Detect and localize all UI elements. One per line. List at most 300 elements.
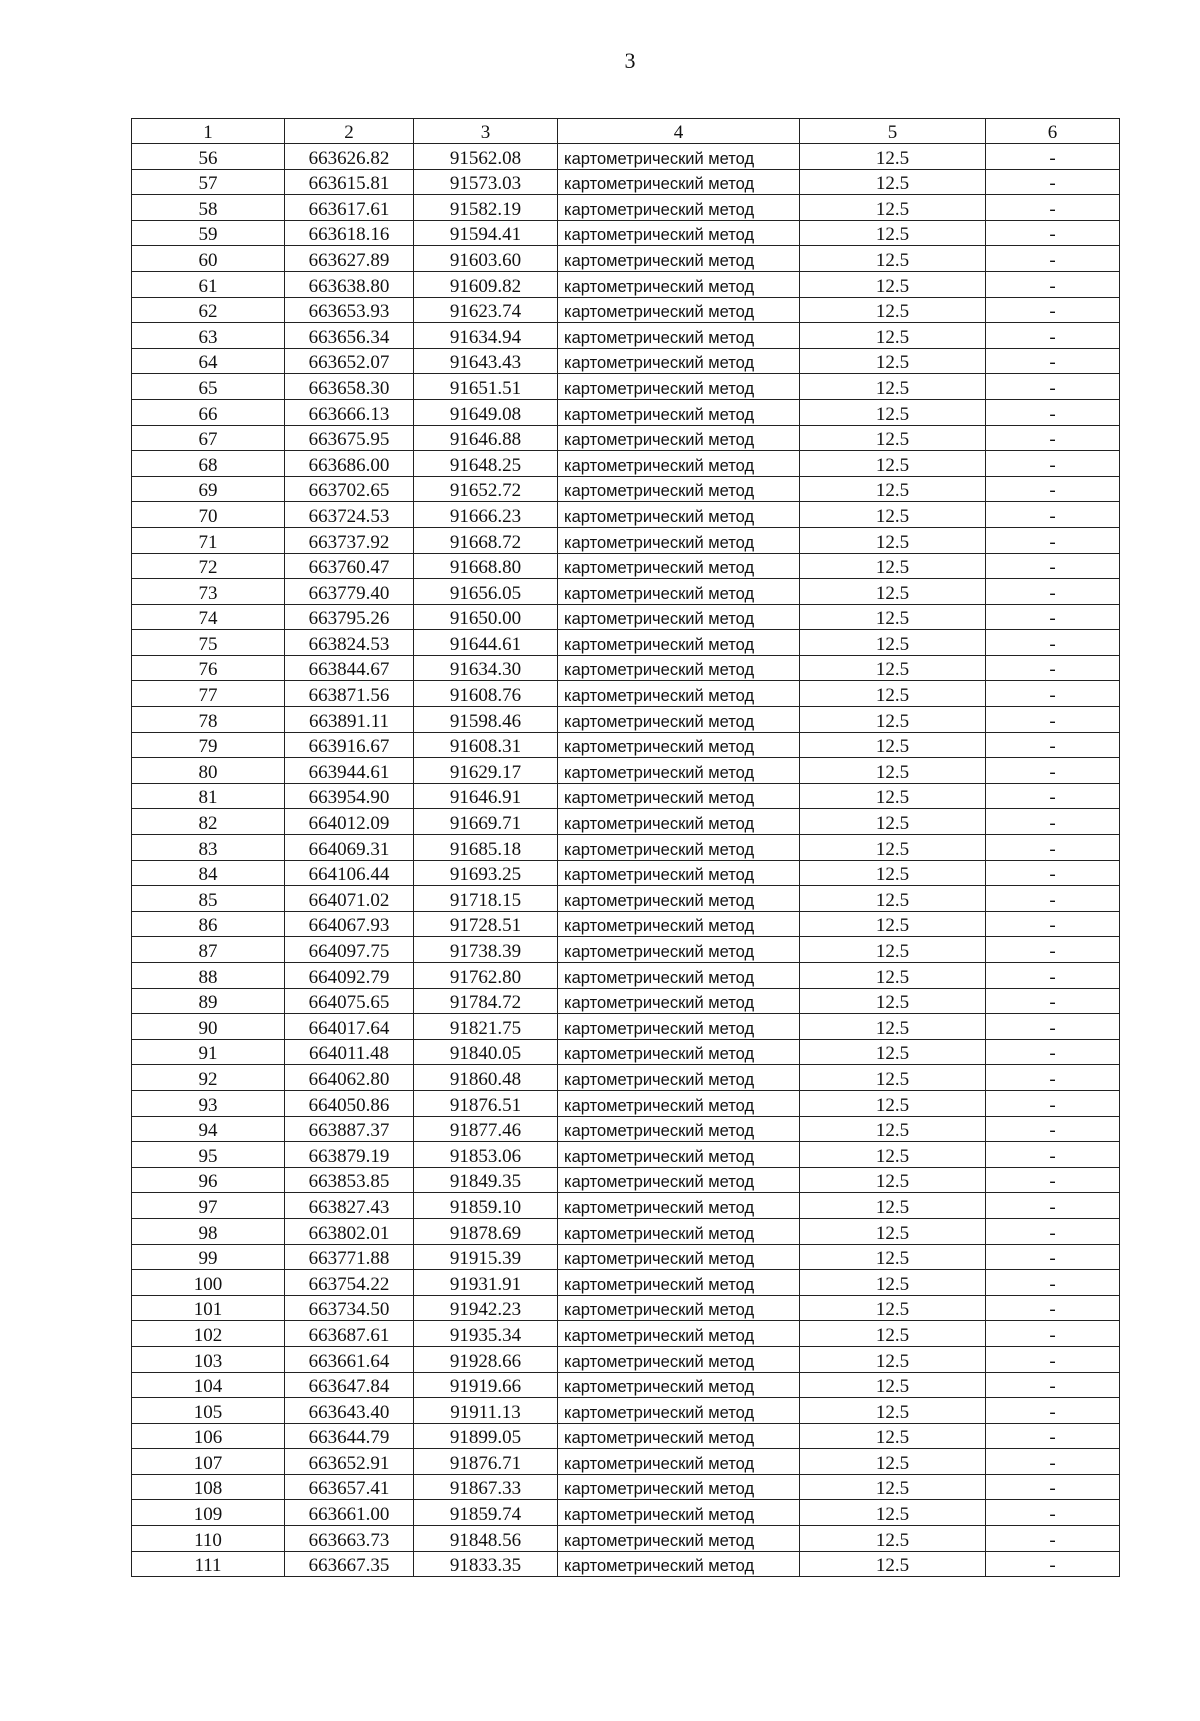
table-row (132, 937, 1120, 963)
precision-cell: 12.5 (800, 604, 986, 630)
y-coordinate-cell: 91656.05 (414, 579, 558, 605)
precision-cell: 12.5 (800, 1398, 986, 1424)
x-coordinate-cell: 664050.86 (285, 1090, 414, 1116)
method-cell: картометрический метод (558, 1167, 800, 1193)
note-cell: - (986, 1526, 1120, 1552)
point-number-cell: 69 (132, 476, 285, 502)
method-cell: картометрический метод (558, 348, 800, 374)
point-number-cell: 71 (132, 527, 285, 553)
point-number-cell: 88 (132, 963, 285, 989)
x-coordinate-cell: 664075.65 (285, 988, 414, 1014)
table-header-row (132, 119, 1120, 144)
y-coordinate-cell: 91594.41 (414, 220, 558, 246)
x-coordinate-cell: 664071.02 (285, 886, 414, 912)
y-coordinate-cell: 91738.39 (414, 937, 558, 963)
table-row (132, 1500, 1120, 1526)
note-cell: - (986, 246, 1120, 272)
note-cell: - (986, 860, 1120, 886)
note-cell: - (986, 1116, 1120, 1142)
x-coordinate-cell: 663656.34 (285, 323, 414, 349)
method-cell: картометрический метод (558, 783, 800, 809)
method-cell: картометрический метод (558, 271, 800, 297)
precision-cell: 12.5 (800, 655, 986, 681)
point-number-cell: 79 (132, 732, 285, 758)
point-number-cell: 58 (132, 195, 285, 221)
precision-cell: 12.5 (800, 732, 986, 758)
note-cell: - (986, 630, 1120, 656)
note-cell: - (986, 758, 1120, 784)
note-cell: - (986, 399, 1120, 425)
table-row (132, 1270, 1120, 1296)
table-row (132, 604, 1120, 630)
point-number-cell: 94 (132, 1116, 285, 1142)
method-cell: картометрический метод (558, 911, 800, 937)
note-cell: - (986, 169, 1120, 195)
x-coordinate-cell: 663795.26 (285, 604, 414, 630)
table-row (132, 579, 1120, 605)
precision-cell: 12.5 (800, 809, 986, 835)
y-coordinate-cell: 91648.25 (414, 451, 558, 477)
x-coordinate-cell: 663760.47 (285, 553, 414, 579)
table-row (132, 1449, 1120, 1475)
x-coordinate-cell: 664067.93 (285, 911, 414, 937)
method-cell: картометрический метод (558, 988, 800, 1014)
method-cell: картометрический метод (558, 835, 800, 861)
note-cell: - (986, 1218, 1120, 1244)
precision-cell: 12.5 (800, 1039, 986, 1065)
note-cell: - (986, 425, 1120, 451)
note-cell: - (986, 963, 1120, 989)
table-row (132, 1526, 1120, 1552)
note-cell: - (986, 1039, 1120, 1065)
precision-cell: 12.5 (800, 1449, 986, 1475)
point-number-cell: 98 (132, 1218, 285, 1244)
note-cell: - (986, 1142, 1120, 1168)
table-row (132, 220, 1120, 246)
method-cell: картометрический метод (558, 476, 800, 502)
precision-cell: 12.5 (800, 886, 986, 912)
table-row (132, 732, 1120, 758)
precision-cell: 12.5 (800, 220, 986, 246)
method-cell: картометрический метод (558, 860, 800, 886)
table-row (132, 1116, 1120, 1142)
precision-cell: 12.5 (800, 1116, 986, 1142)
precision-cell: 12.5 (800, 297, 986, 323)
table-row (132, 297, 1120, 323)
point-number-cell: 82 (132, 809, 285, 835)
y-coordinate-cell: 91669.71 (414, 809, 558, 835)
x-coordinate-cell: 663944.61 (285, 758, 414, 784)
note-cell: - (986, 1500, 1120, 1526)
method-cell: картометрический метод (558, 1398, 800, 1424)
point-number-cell: 61 (132, 271, 285, 297)
x-coordinate-cell: 663827.43 (285, 1193, 414, 1219)
header-cell: 5 (800, 119, 986, 144)
method-cell: картометрический метод (558, 1244, 800, 1270)
header-cell: 1 (132, 119, 285, 144)
header-cell: 6 (986, 119, 1120, 144)
y-coordinate-cell: 91644.61 (414, 630, 558, 656)
precision-cell: 12.5 (800, 169, 986, 195)
y-coordinate-cell: 91859.10 (414, 1193, 558, 1219)
method-cell: картометрический метод (558, 732, 800, 758)
point-number-cell: 108 (132, 1474, 285, 1500)
point-number-cell: 70 (132, 502, 285, 528)
y-coordinate-cell: 91646.91 (414, 783, 558, 809)
point-number-cell: 97 (132, 1193, 285, 1219)
table-row (132, 195, 1120, 221)
y-coordinate-cell: 91634.30 (414, 655, 558, 681)
x-coordinate-cell: 663615.81 (285, 169, 414, 195)
note-cell: - (986, 195, 1120, 221)
table-row (132, 655, 1120, 681)
table-row (132, 502, 1120, 528)
note-cell: - (986, 1065, 1120, 1091)
y-coordinate-cell: 91877.46 (414, 1116, 558, 1142)
method-cell: картометрический метод (558, 374, 800, 400)
method-cell: картометрический метод (558, 1116, 800, 1142)
table-row (132, 988, 1120, 1014)
precision-cell: 12.5 (800, 963, 986, 989)
table-row (132, 809, 1120, 835)
y-coordinate-cell: 91623.74 (414, 297, 558, 323)
point-number-cell: 110 (132, 1526, 285, 1552)
header-cell: 3 (414, 119, 558, 144)
method-cell: картометрический метод (558, 1372, 800, 1398)
note-cell: - (986, 579, 1120, 605)
precision-cell: 12.5 (800, 527, 986, 553)
method-cell: картометрический метод (558, 1014, 800, 1040)
point-number-cell: 63 (132, 323, 285, 349)
table-row (132, 527, 1120, 553)
y-coordinate-cell: 91784.72 (414, 988, 558, 1014)
table-row (132, 911, 1120, 937)
method-cell: картометрический метод (558, 1500, 800, 1526)
y-coordinate-cell: 91899.05 (414, 1423, 558, 1449)
point-number-cell: 92 (132, 1065, 285, 1091)
table-row (132, 783, 1120, 809)
precision-cell: 12.5 (800, 835, 986, 861)
table-row (132, 1218, 1120, 1244)
precision-cell: 12.5 (800, 144, 986, 170)
x-coordinate-cell: 663658.30 (285, 374, 414, 400)
y-coordinate-cell: 91573.03 (414, 169, 558, 195)
method-cell: картометрический метод (558, 399, 800, 425)
table-row (132, 1039, 1120, 1065)
point-number-cell: 105 (132, 1398, 285, 1424)
x-coordinate-cell: 663734.50 (285, 1295, 414, 1321)
note-cell: - (986, 1449, 1120, 1475)
x-coordinate-cell: 663754.22 (285, 1270, 414, 1296)
table-row (132, 963, 1120, 989)
y-coordinate-cell: 91867.33 (414, 1474, 558, 1500)
precision-cell: 12.5 (800, 681, 986, 707)
note-cell: - (986, 809, 1120, 835)
x-coordinate-cell: 663686.00 (285, 451, 414, 477)
precision-cell: 12.5 (800, 348, 986, 374)
point-number-cell: 93 (132, 1090, 285, 1116)
precision-cell: 12.5 (800, 1551, 986, 1577)
precision-cell: 12.5 (800, 476, 986, 502)
y-coordinate-cell: 91718.15 (414, 886, 558, 912)
y-coordinate-cell: 91848.56 (414, 1526, 558, 1552)
note-cell: - (986, 937, 1120, 963)
precision-cell: 12.5 (800, 451, 986, 477)
note-cell: - (986, 1167, 1120, 1193)
point-number-cell: 83 (132, 835, 285, 861)
note-cell: - (986, 1244, 1120, 1270)
point-number-cell: 99 (132, 1244, 285, 1270)
table-row (132, 1398, 1120, 1424)
x-coordinate-cell: 663644.79 (285, 1423, 414, 1449)
y-coordinate-cell: 91728.51 (414, 911, 558, 937)
y-coordinate-cell: 91685.18 (414, 835, 558, 861)
table-row (132, 1372, 1120, 1398)
table-row (132, 425, 1120, 451)
y-coordinate-cell: 91643.43 (414, 348, 558, 374)
table-row (132, 271, 1120, 297)
precision-cell: 12.5 (800, 1193, 986, 1219)
method-cell: картометрический метод (558, 1346, 800, 1372)
point-number-cell: 101 (132, 1295, 285, 1321)
note-cell: - (986, 1090, 1120, 1116)
y-coordinate-cell: 91762.80 (414, 963, 558, 989)
x-coordinate-cell: 663824.53 (285, 630, 414, 656)
point-number-cell: 95 (132, 1142, 285, 1168)
precision-cell: 12.5 (800, 1244, 986, 1270)
x-coordinate-cell: 663853.85 (285, 1167, 414, 1193)
point-number-cell: 59 (132, 220, 285, 246)
point-number-cell: 91 (132, 1039, 285, 1065)
note-cell: - (986, 911, 1120, 937)
point-number-cell: 85 (132, 886, 285, 912)
x-coordinate-cell: 663779.40 (285, 579, 414, 605)
method-cell: картометрический метод (558, 1039, 800, 1065)
method-cell: картометрический метод (558, 1193, 800, 1219)
precision-cell: 12.5 (800, 1295, 986, 1321)
y-coordinate-cell: 91876.51 (414, 1090, 558, 1116)
x-coordinate-cell: 663737.92 (285, 527, 414, 553)
precision-cell: 12.5 (800, 988, 986, 1014)
table-row (132, 1474, 1120, 1500)
y-coordinate-cell: 91629.17 (414, 758, 558, 784)
note-cell: - (986, 655, 1120, 681)
note-cell: - (986, 502, 1120, 528)
note-cell: - (986, 1474, 1120, 1500)
x-coordinate-cell: 663617.61 (285, 195, 414, 221)
point-number-cell: 60 (132, 246, 285, 272)
table-row (132, 1090, 1120, 1116)
x-coordinate-cell: 663675.95 (285, 425, 414, 451)
point-number-cell: 109 (132, 1500, 285, 1526)
y-coordinate-cell: 91833.35 (414, 1551, 558, 1577)
method-cell: картометрический метод (558, 1270, 800, 1296)
note-cell: - (986, 681, 1120, 707)
point-number-cell: 73 (132, 579, 285, 605)
y-coordinate-cell: 91693.25 (414, 860, 558, 886)
x-coordinate-cell: 663844.67 (285, 655, 414, 681)
method-cell: картометрический метод (558, 655, 800, 681)
precision-cell: 12.5 (800, 1474, 986, 1500)
point-number-cell: 87 (132, 937, 285, 963)
point-number-cell: 103 (132, 1346, 285, 1372)
method-cell: картометрический метод (558, 1526, 800, 1552)
note-cell: - (986, 783, 1120, 809)
point-number-cell: 57 (132, 169, 285, 195)
y-coordinate-cell: 91840.05 (414, 1039, 558, 1065)
table-row (132, 1551, 1120, 1577)
x-coordinate-cell: 664011.48 (285, 1039, 414, 1065)
precision-cell: 12.5 (800, 1142, 986, 1168)
method-cell: картометрический метод (558, 630, 800, 656)
method-cell: картометрический метод (558, 758, 800, 784)
x-coordinate-cell: 663916.67 (285, 732, 414, 758)
y-coordinate-cell: 91649.08 (414, 399, 558, 425)
method-cell: картометрический метод (558, 1474, 800, 1500)
table-row (132, 553, 1120, 579)
y-coordinate-cell: 91931.91 (414, 1270, 558, 1296)
precision-cell: 12.5 (800, 1321, 986, 1347)
note-cell: - (986, 297, 1120, 323)
x-coordinate-cell: 663702.65 (285, 476, 414, 502)
x-coordinate-cell: 663771.88 (285, 1244, 414, 1270)
x-coordinate-cell: 663687.61 (285, 1321, 414, 1347)
x-coordinate-cell: 664092.79 (285, 963, 414, 989)
table-row (132, 1167, 1120, 1193)
point-number-cell: 66 (132, 399, 285, 425)
note-cell: - (986, 1346, 1120, 1372)
y-coordinate-cell: 91609.82 (414, 271, 558, 297)
method-cell: картометрический метод (558, 1551, 800, 1577)
note-cell: - (986, 1551, 1120, 1577)
precision-cell: 12.5 (800, 1270, 986, 1296)
coordinates-table (131, 118, 1120, 1577)
y-coordinate-cell: 91821.75 (414, 1014, 558, 1040)
y-coordinate-cell: 91651.51 (414, 374, 558, 400)
x-coordinate-cell: 663879.19 (285, 1142, 414, 1168)
note-cell: - (986, 374, 1120, 400)
point-number-cell: 106 (132, 1423, 285, 1449)
table-row (132, 144, 1120, 170)
x-coordinate-cell: 663618.16 (285, 220, 414, 246)
x-coordinate-cell: 664069.31 (285, 835, 414, 861)
y-coordinate-cell: 91915.39 (414, 1244, 558, 1270)
method-cell: картометрический метод (558, 1449, 800, 1475)
y-coordinate-cell: 91668.80 (414, 553, 558, 579)
point-number-cell: 111 (132, 1551, 285, 1577)
method-cell: картометрический метод (558, 425, 800, 451)
precision-cell: 12.5 (800, 707, 986, 733)
precision-cell: 12.5 (800, 1065, 986, 1091)
x-coordinate-cell: 663653.93 (285, 297, 414, 323)
y-coordinate-cell: 91935.34 (414, 1321, 558, 1347)
y-coordinate-cell: 91911.13 (414, 1398, 558, 1424)
table-row (132, 886, 1120, 912)
method-cell: картометрический метод (558, 1090, 800, 1116)
method-cell: картометрический метод (558, 1321, 800, 1347)
note-cell: - (986, 451, 1120, 477)
table-row (132, 348, 1120, 374)
precision-cell: 12.5 (800, 1526, 986, 1552)
x-coordinate-cell: 663954.90 (285, 783, 414, 809)
table-row (132, 1142, 1120, 1168)
y-coordinate-cell: 91876.71 (414, 1449, 558, 1475)
note-cell: - (986, 732, 1120, 758)
table-row (132, 707, 1120, 733)
x-coordinate-cell: 664097.75 (285, 937, 414, 963)
precision-cell: 12.5 (800, 1423, 986, 1449)
method-cell: картометрический метод (558, 1065, 800, 1091)
table-row (132, 681, 1120, 707)
note-cell: - (986, 1014, 1120, 1040)
precision-cell: 12.5 (800, 911, 986, 937)
precision-cell: 12.5 (800, 1500, 986, 1526)
note-cell: - (986, 835, 1120, 861)
x-coordinate-cell: 663626.82 (285, 144, 414, 170)
table-row (132, 374, 1120, 400)
note-cell: - (986, 988, 1120, 1014)
precision-cell: 12.5 (800, 323, 986, 349)
table-row (132, 835, 1120, 861)
point-number-cell: 75 (132, 630, 285, 656)
note-cell: - (986, 323, 1120, 349)
method-cell: картометрический метод (558, 169, 800, 195)
y-coordinate-cell: 91668.72 (414, 527, 558, 553)
precision-cell: 12.5 (800, 425, 986, 451)
method-cell: картометрический метод (558, 579, 800, 605)
method-cell: картометрический метод (558, 886, 800, 912)
note-cell: - (986, 1270, 1120, 1296)
method-cell: картометрический метод (558, 527, 800, 553)
method-cell: картометрический метод (558, 681, 800, 707)
table-row (132, 246, 1120, 272)
note-cell: - (986, 1193, 1120, 1219)
point-number-cell: 107 (132, 1449, 285, 1475)
note-cell: - (986, 476, 1120, 502)
precision-cell: 12.5 (800, 937, 986, 963)
x-coordinate-cell: 663647.84 (285, 1372, 414, 1398)
precision-cell: 12.5 (800, 1090, 986, 1116)
y-coordinate-cell: 91859.74 (414, 1500, 558, 1526)
method-cell: картометрический метод (558, 297, 800, 323)
x-coordinate-cell: 663657.41 (285, 1474, 414, 1500)
point-number-cell: 65 (132, 374, 285, 400)
precision-cell: 12.5 (800, 630, 986, 656)
method-cell: картометрический метод (558, 707, 800, 733)
point-number-cell: 64 (132, 348, 285, 374)
point-number-cell: 76 (132, 655, 285, 681)
method-cell: картометрический метод (558, 963, 800, 989)
y-coordinate-cell: 91608.76 (414, 681, 558, 707)
x-coordinate-cell: 663887.37 (285, 1116, 414, 1142)
point-number-cell: 67 (132, 425, 285, 451)
note-cell: - (986, 1321, 1120, 1347)
point-number-cell: 78 (132, 707, 285, 733)
precision-cell: 12.5 (800, 246, 986, 272)
method-cell: картометрический метод (558, 1423, 800, 1449)
x-coordinate-cell: 663638.80 (285, 271, 414, 297)
point-number-cell: 77 (132, 681, 285, 707)
x-coordinate-cell: 663661.00 (285, 1500, 414, 1526)
table-row (132, 476, 1120, 502)
point-number-cell: 86 (132, 911, 285, 937)
point-number-cell: 100 (132, 1270, 285, 1296)
x-coordinate-cell: 664106.44 (285, 860, 414, 886)
y-coordinate-cell: 91646.88 (414, 425, 558, 451)
y-coordinate-cell: 91650.00 (414, 604, 558, 630)
precision-cell: 12.5 (800, 195, 986, 221)
x-coordinate-cell: 664062.80 (285, 1065, 414, 1091)
